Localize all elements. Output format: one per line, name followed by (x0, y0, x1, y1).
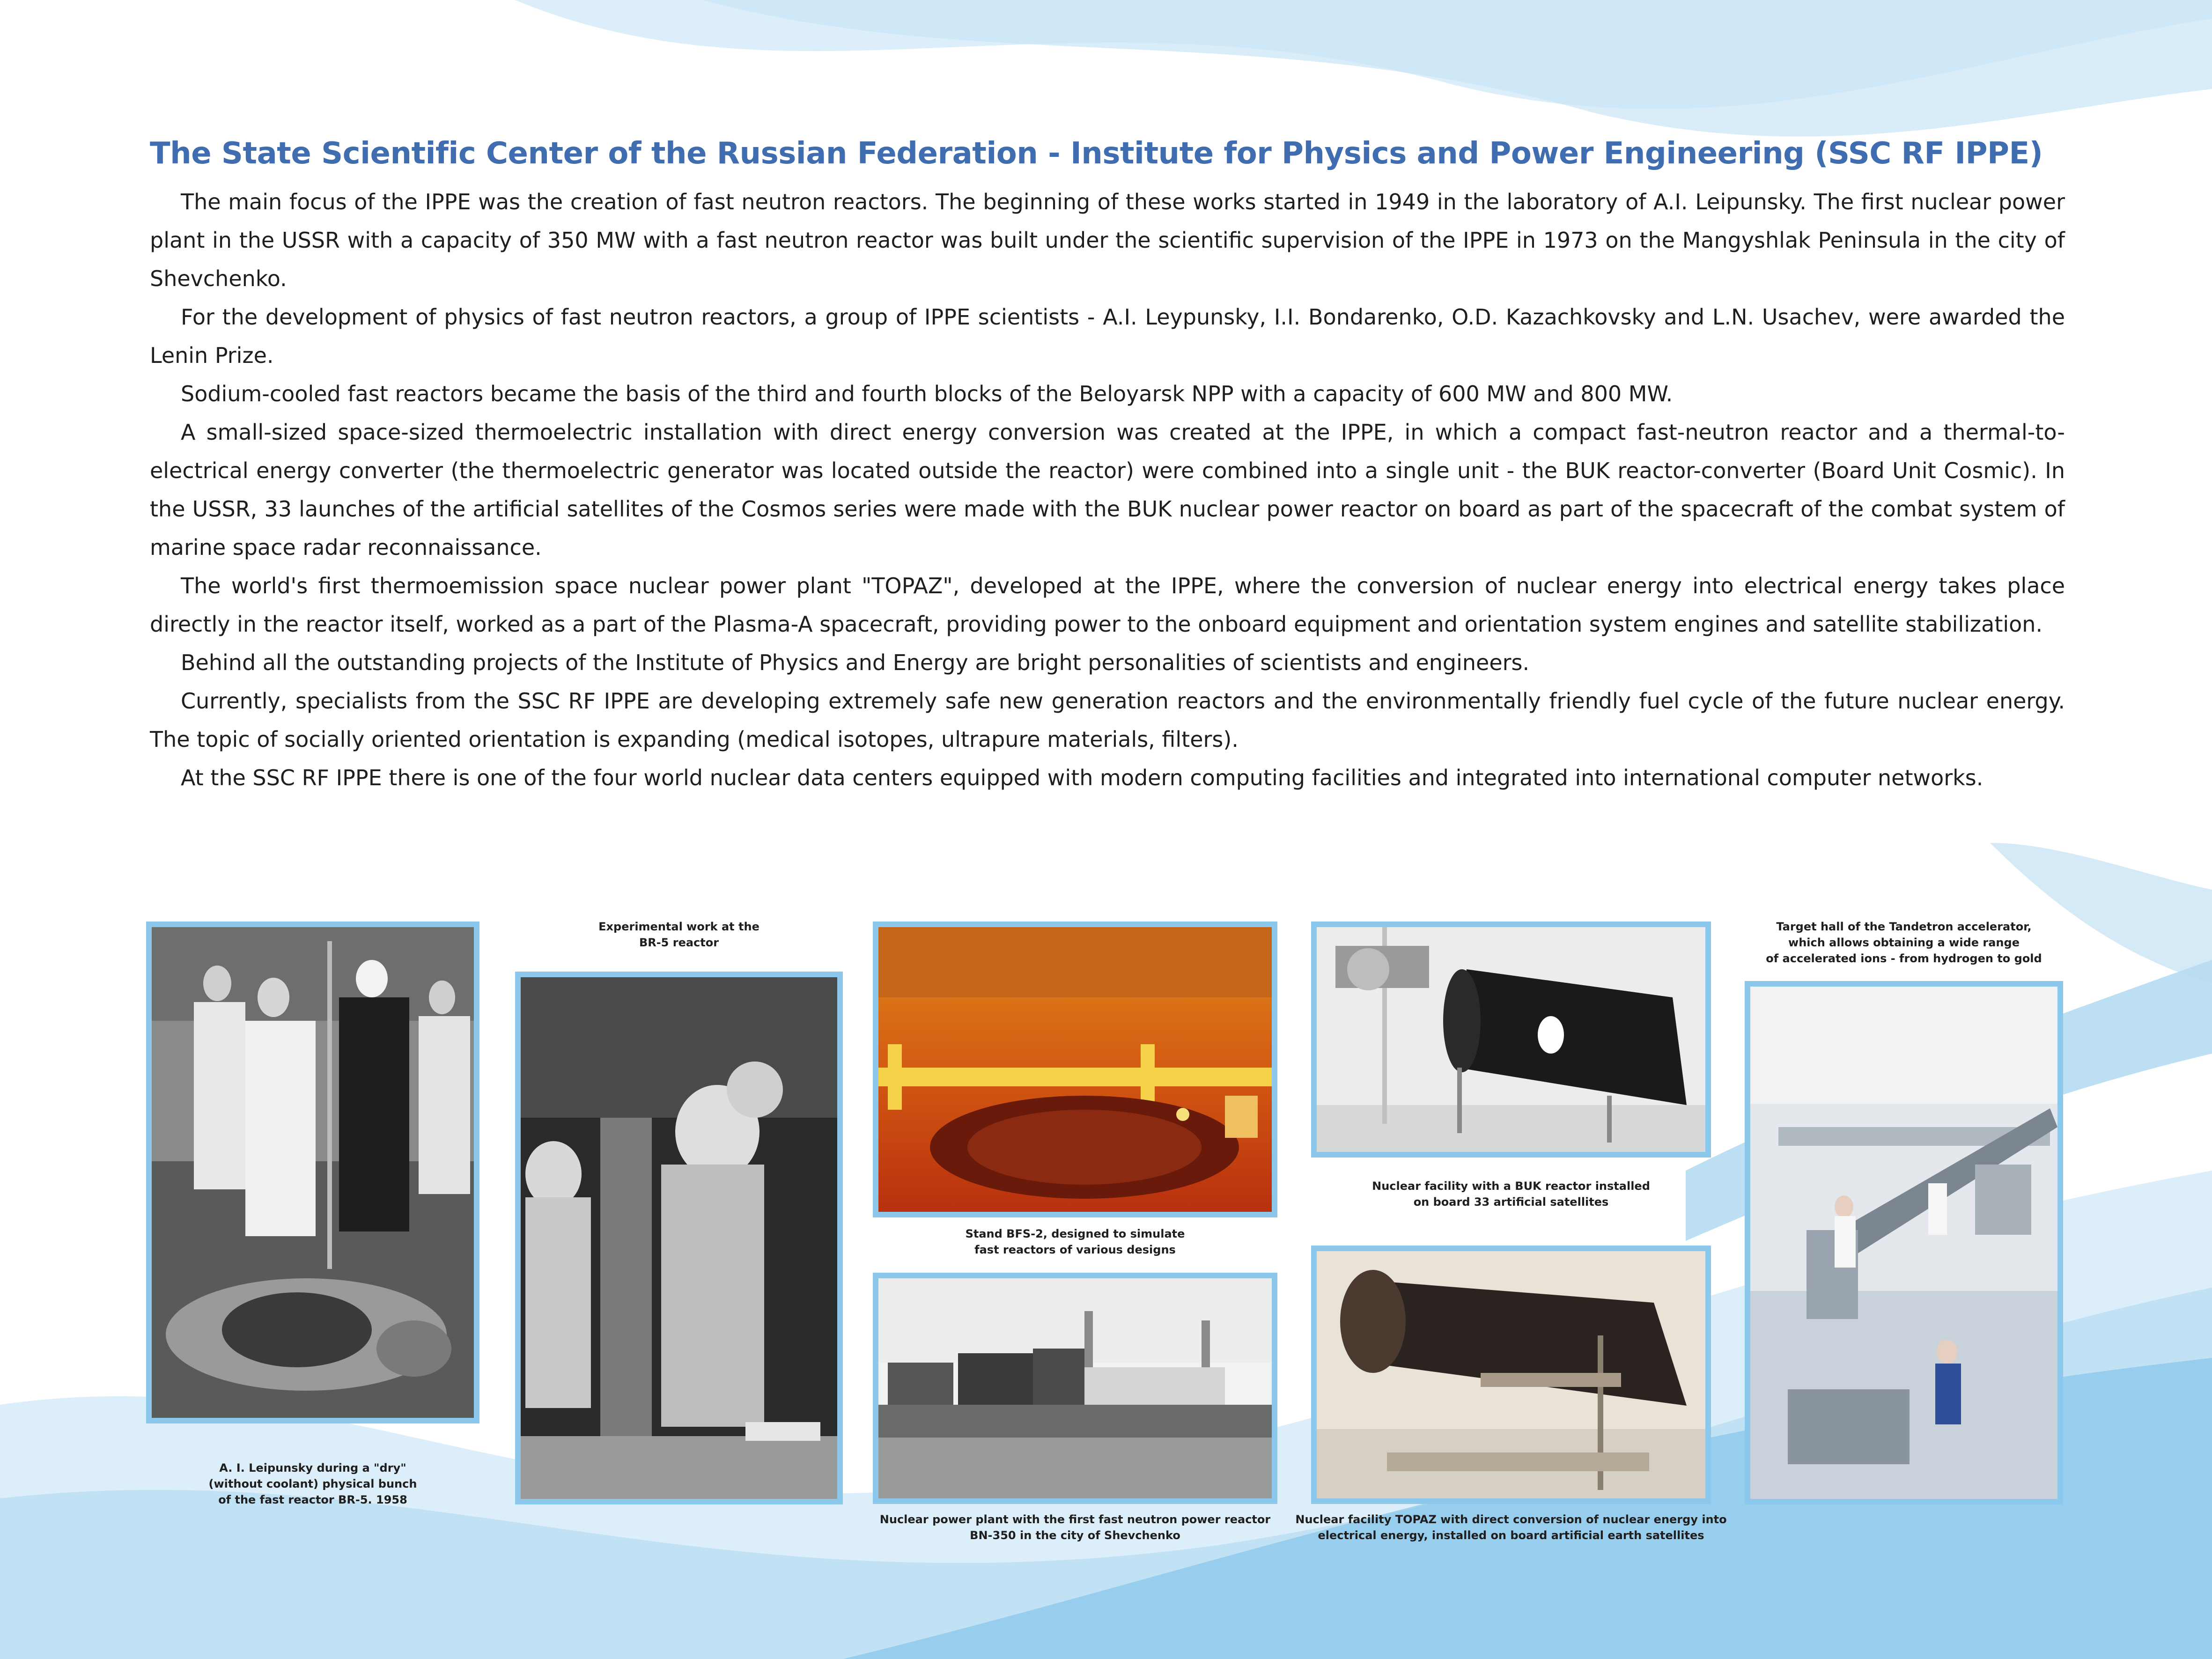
photo-bn350-plant (873, 1273, 1277, 1504)
page-title: The State Scientific Center of the Russian Federation - Institute for Physics and Power Engineering (SSC RF IPPE) (150, 136, 2043, 171)
paragraph-fast-reactors: The main focus of the IPPE was the creation of fast neutron reactors. The beginning of these works started in 1949 in the laboratory of A.I. Leipunsky. The first nuclear power plant in the USSR with a capacity of 350 MW with a fast neutron reactor was built under the scientific supervision of the IPPE in 1973 on the Mangyshlak Peninsula in the city of Shevchenko. (150, 189, 2065, 291)
caption-buk: Nuclear facility with a BUK reactor installed on board 33 artificial satellites (1372, 1180, 1650, 1209)
caption-topaz: Nuclear facility TOPAZ with direct conversion of nuclear energy into electrical energy, installed on board artificial earth satellites (1295, 1513, 1727, 1542)
paragraph-topaz: The world's first thermoemission space nuclear power plant "TOPAZ", developed at the IPPE, where the conversion of nuclear energy into electrical energy takes place directly in the reactor itself, worked as a part of the Plasma-A spacecraft, providing power to the onboard equipment and orientation system engines and satellite stabilization. (150, 573, 2065, 637)
photo-tandetron-hall (1745, 981, 2063, 1504)
paragraph-buk: A small-sized space-sized thermoelectric installation with direct energy conversion was created at the IPPE, in which a compact fast-neutron reactor and a thermal-to-electrical energy converter (the thermoelectric generator was located outside the reactor) were combined into a single unit - the BUK reactor-converter (Board Unit Cosmic). In the USSR, 33 launches of the artificial satellites of the Cosmos series were made with the BUK nuclear power reactor on board as part of the spacecraft of the combat system of marine space radar reconnaissance. (150, 420, 2065, 560)
caption-br5: Experimental work at the BR-5 reactor (598, 920, 759, 949)
paragraph-beloyarsk: Sodium-cooled fast reactors became the basis of the third and fourth blocks of the Beloyarsk NPP with a capacity of 600 MW and 800 MW. (181, 381, 1673, 406)
photo-br5-experimental-work (515, 972, 843, 1504)
caption-leipunsky: A. I. Leipunsky during a "dry" (without coolant) physical bunch of the fast reactor BR-5. 1958 (208, 1461, 417, 1506)
photo-buk-reactor (1311, 922, 1711, 1158)
main-text-block (150, 131, 2065, 797)
caption-tandetron: Target hall of the Tandetron accelerator, which allows obtaining a wide range of accelerated ions - from hydrogen to gold (1766, 920, 2042, 965)
photo-bfs2-stand (873, 922, 1277, 1217)
photo-topaz-facility (1311, 1246, 1711, 1504)
photo-leipunsky (146, 922, 479, 1423)
caption-bfs2: Stand BFS-2, designed to simulate fast reactors of various designs (965, 1227, 1185, 1256)
paragraph-personalities: Behind all the outstanding projects of the Institute of Physics and Energy are bright personalities of scientists and engineers. (181, 650, 1530, 675)
caption-bn350: Nuclear power plant with the first fast neutron power reactor BN-350 in the city of Shevchenko (879, 1513, 1271, 1542)
paragraph-current-work: Currently, specialists from the SSC RF IPPE are developing extremely safe new generation reactors and the environmentally friendly fuel cycle of the future nuclear energy. The topic of socially oriented orientation is expanding (medical isotopes, ultrapure materials, filters). (150, 688, 2065, 752)
paragraph-data-center: At the SSC RF IPPE there is one of the four world nuclear data centers equipped with modern computing facilities and integrated into international computer networks. (181, 765, 1983, 790)
paragraph-lenin-prize: For the development of physics of fast neutron reactors, a group of IPPE scientists - A.I. Leypunsky, I.I. Bondarenko, O.D. Kazachkovsky and L.N. Usachev, were awarded the Lenin Prize. (150, 304, 2065, 368)
